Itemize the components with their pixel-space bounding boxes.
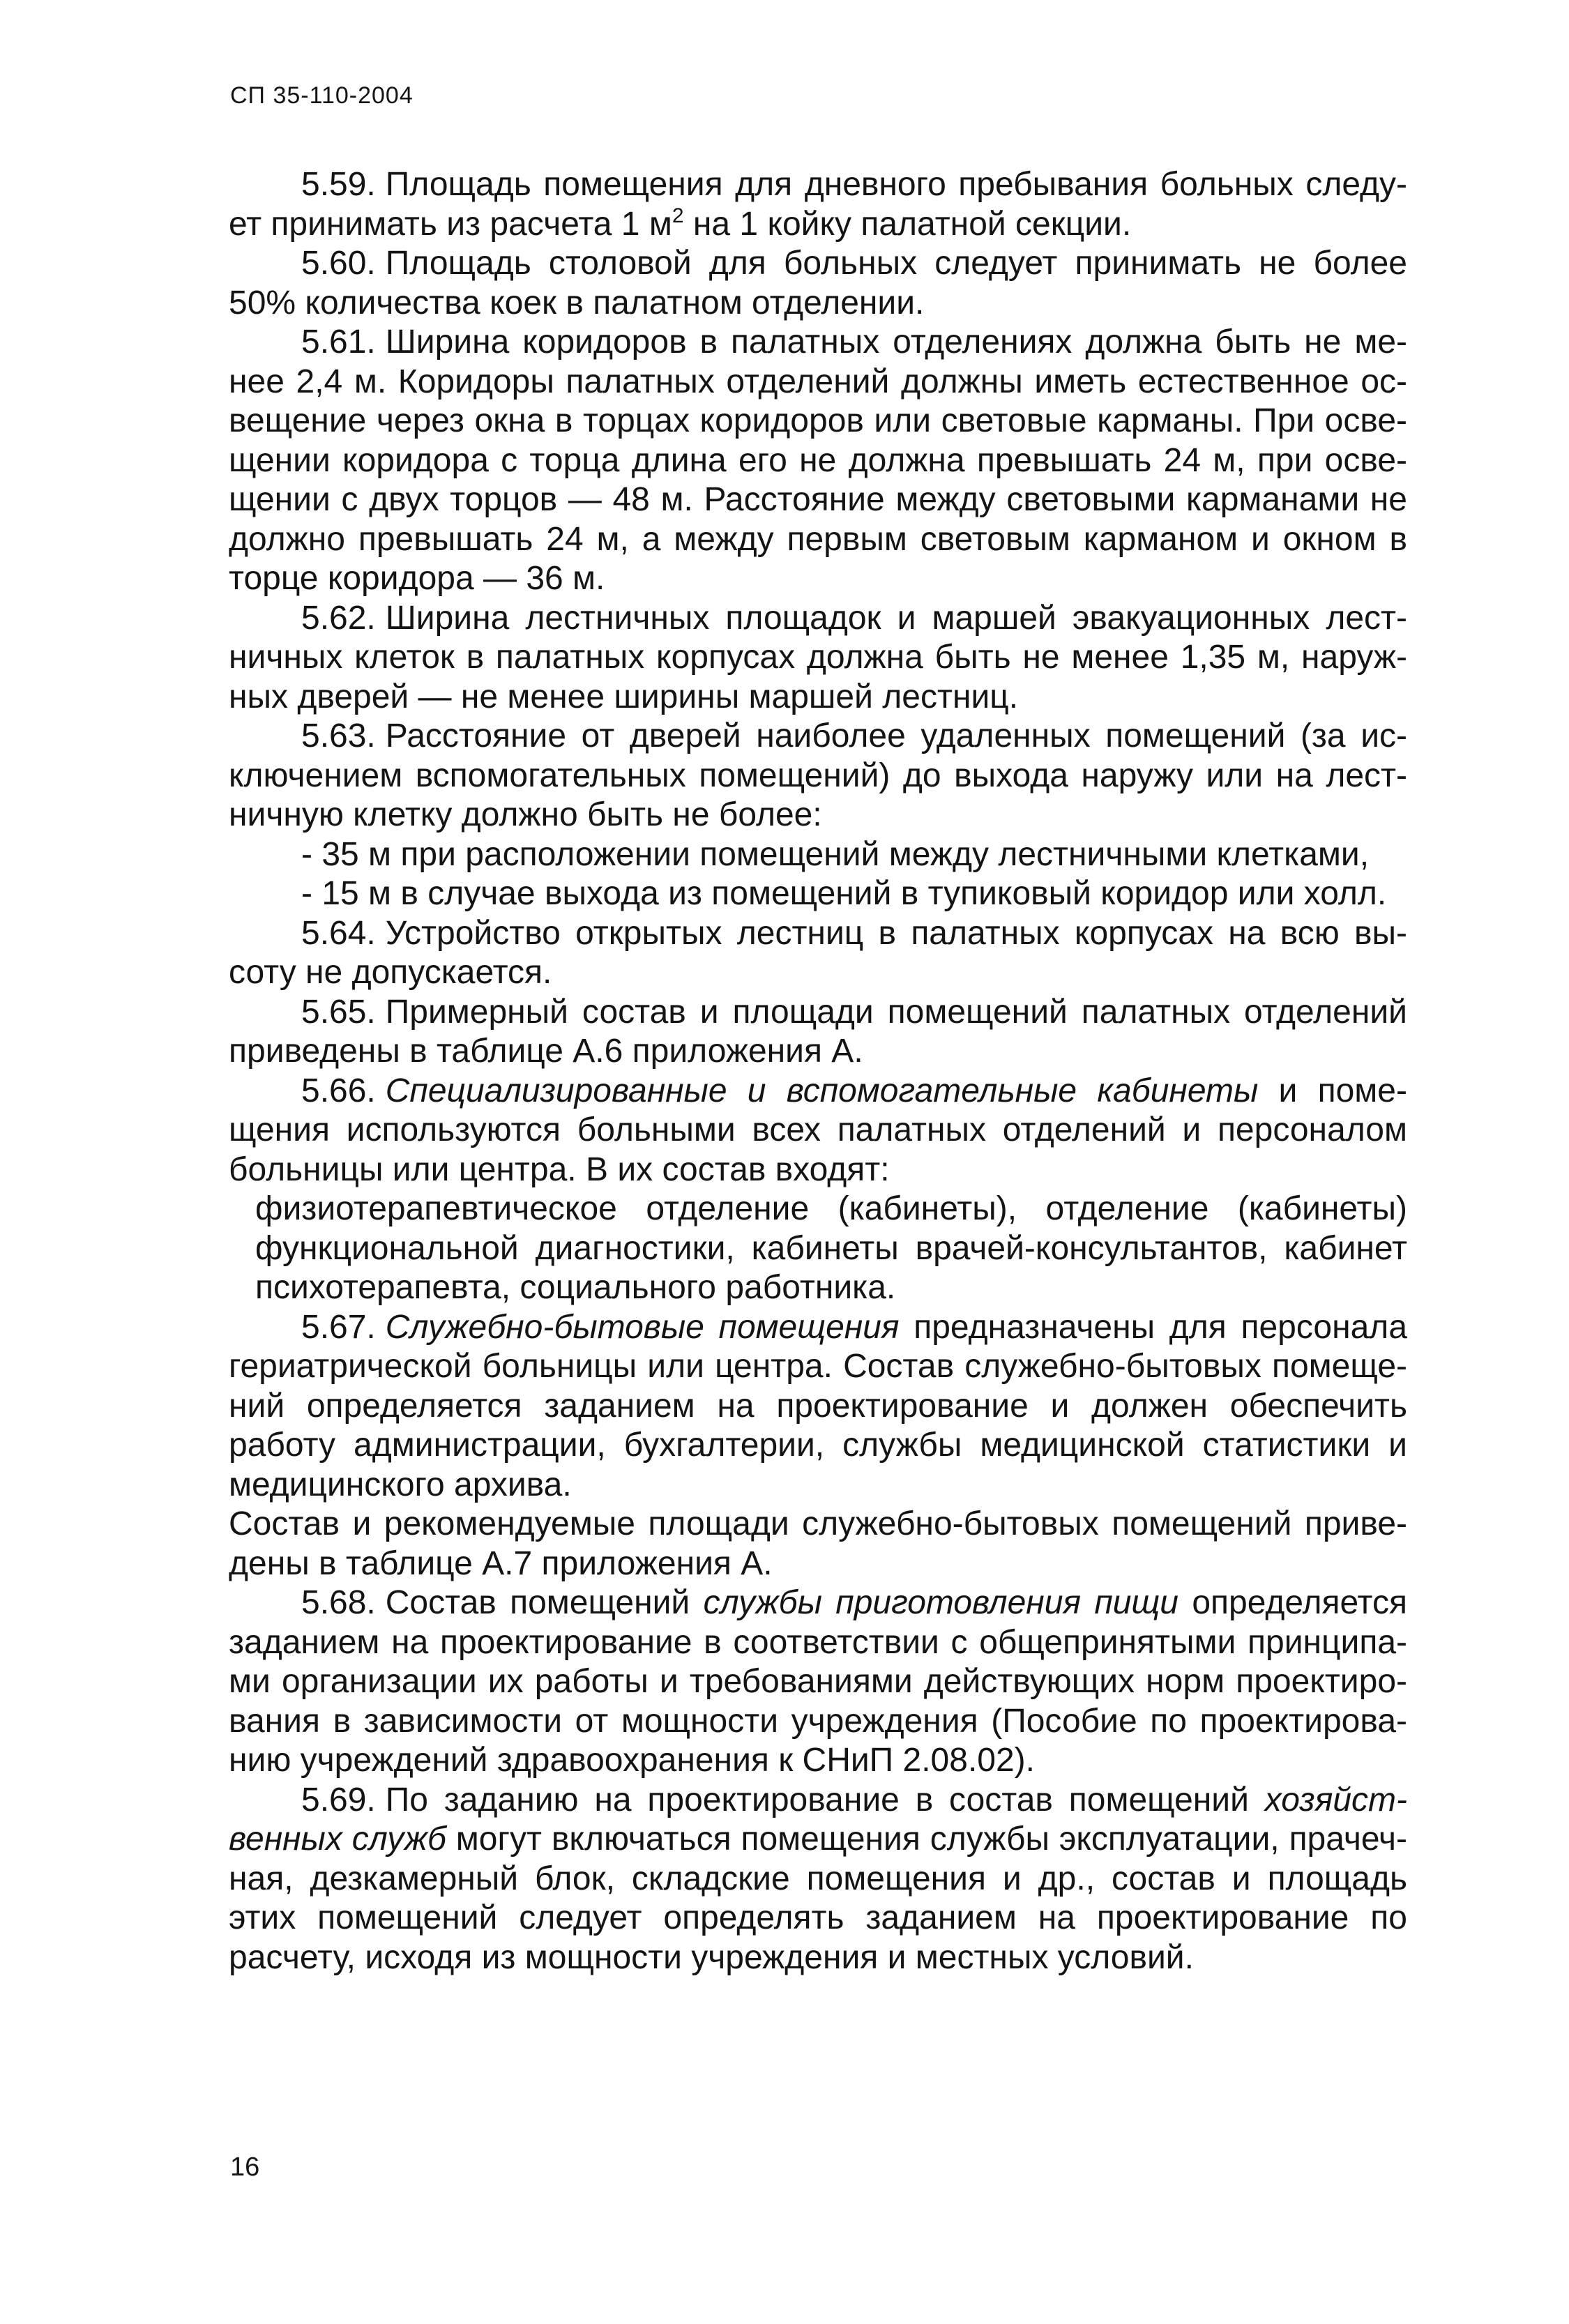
clause-5-62: [229, 599, 1407, 717]
clause-number: 5.59.: [301, 166, 376, 203]
italic-term: Служебно-бытовые помещения: [385, 1308, 900, 1346]
clause-text: Устройство открытых лестниц в палатных корпусах на всю высоту не допускается.: [229, 914, 1407, 991]
clause-number: 5.68.: [301, 1584, 376, 1621]
document-body: [229, 165, 1407, 1977]
clause-number: 5.69.: [301, 1781, 376, 1818]
italic-term: хозяйственных служб: [229, 1781, 1407, 1858]
clause-5-69: [229, 1781, 1407, 1978]
clause-number: 5.62.: [301, 599, 376, 637]
document-code-header: СП 35-110-2004: [230, 82, 414, 109]
clause-text: могут включаться помещения службы эксплуатации, прачечная, дезкамерный блок, складские помещения и др., состав и площадь этих помещений следует определять заданием на проектирование по расчету, исходя из мощности учреждения и местных условий.: [229, 1821, 1407, 1976]
italic-term: службы приготовления пищи: [703, 1584, 1179, 1621]
clause-number: 5.66.: [301, 1072, 376, 1109]
clause-number: 5.64.: [301, 914, 376, 952]
clause-5-63: [229, 717, 1407, 835]
clause-text: предназначены для персонала гериатрической больницы или центра. Состав служебно-бытовых помещений определяется заданием на проектирование и должен обеспечить работу администрации, бухгалтерии, службы медицинской статистики и медицинского архива.: [229, 1308, 1408, 1503]
clause-text: Ширина коридоров в палатных отделениях должна быть не менее 2,4 м. Коридоры палатных отделений должны иметь естественное освещение через окна в торцах коридоров или световые карманы. При освещении коридора с торца длина его не должна превышать 24 м, при освещении с двух торцов — 48 м. Расстояние между световыми карманами не должно превышать 24 м, а между первым световым карманом и окном в торце коридора — 36 м.: [229, 324, 1407, 597]
clause-text: Состав помещений: [385, 1584, 704, 1621]
page-number: 16: [230, 2152, 260, 2182]
clause-5-66: [229, 1072, 1407, 1190]
clause-5-68: [229, 1583, 1407, 1781]
clause-number: 5.60.: [301, 245, 376, 282]
clause-5-60: [229, 244, 1407, 323]
clause-number: 5.65.: [301, 993, 376, 1031]
clause-extra-paragraph: Состав и рекомендуемые площади служебно-бытовых помещений приведены в таблице А.7 приложения А.: [229, 1505, 1407, 1582]
clause-5-67: [229, 1308, 1407, 1505]
clause-5-65: [229, 993, 1407, 1072]
clause-number: 5.61.: [301, 324, 376, 360]
clause-5-61: [229, 323, 1407, 599]
clause-text: на 1 койку палатной секции.: [683, 205, 1132, 243]
clause-text: Площадь помещения для дневного пребывания больных следует принимать из расчета 1 м: [229, 166, 1407, 243]
clause-number: 5.63.: [301, 717, 376, 754]
clause-text: и помещения используются больными всех палатных отделений и персоналом больницы или центра. В их состав входят:: [229, 1072, 1407, 1188]
clause-text: По заданию на проектирование в состав помещений: [385, 1781, 1265, 1818]
clause-text: Расстояние от дверей наиболее удаленных помещений (за исключением вспомогательных помещений) до выхода наружу или на лестничную клетку должно быть не более:: [229, 717, 1407, 833]
clause-text: Примерный состав и площади помещений палатных отделений приведены в таблице А.6 приложения А.: [229, 993, 1407, 1070]
clause-5-64: [229, 914, 1407, 993]
italic-term: Специализированные и вспомогательные кабинеты: [385, 1072, 1259, 1109]
clause-text: Площадь столовой для больных следует принимать не более 50% количества коек в палатном отделении.: [229, 245, 1407, 321]
list-item: - 15 м в случае выхода из помещений в тупиковый коридор или холл.: [301, 875, 1387, 912]
clause-text: определяется заданием на проектирование в соответствии с общепринятыми принципами организации их работы и требованиями действующих норм проектирования в зависимости от мощности учреждения (Пособие по проектированию учреждений здравоохранения к СНиП 2.08.02).: [229, 1584, 1407, 1779]
superscript: 2: [672, 204, 684, 227]
clause-number: 5.67.: [301, 1308, 376, 1346]
clause-continuation: физиотерапевтическое отделение (кабинеты), отделение (кабинеты) функциональной диагностики, кабинеты врачей-консультантов, кабинет психотерапевта, социального работника.: [255, 1190, 1407, 1306]
list-item: - 35 м при расположении помещений между лестничными клетками,: [301, 835, 1370, 873]
clause-5-59: [229, 165, 1407, 244]
clause-text: Ширина лестничных площадок и маршей эвакуационных лестничных клеток в палатных корпусах должна быть не менее 1,35 м, наружных дверей — не менее ширины маршей лестниц.: [229, 599, 1407, 715]
